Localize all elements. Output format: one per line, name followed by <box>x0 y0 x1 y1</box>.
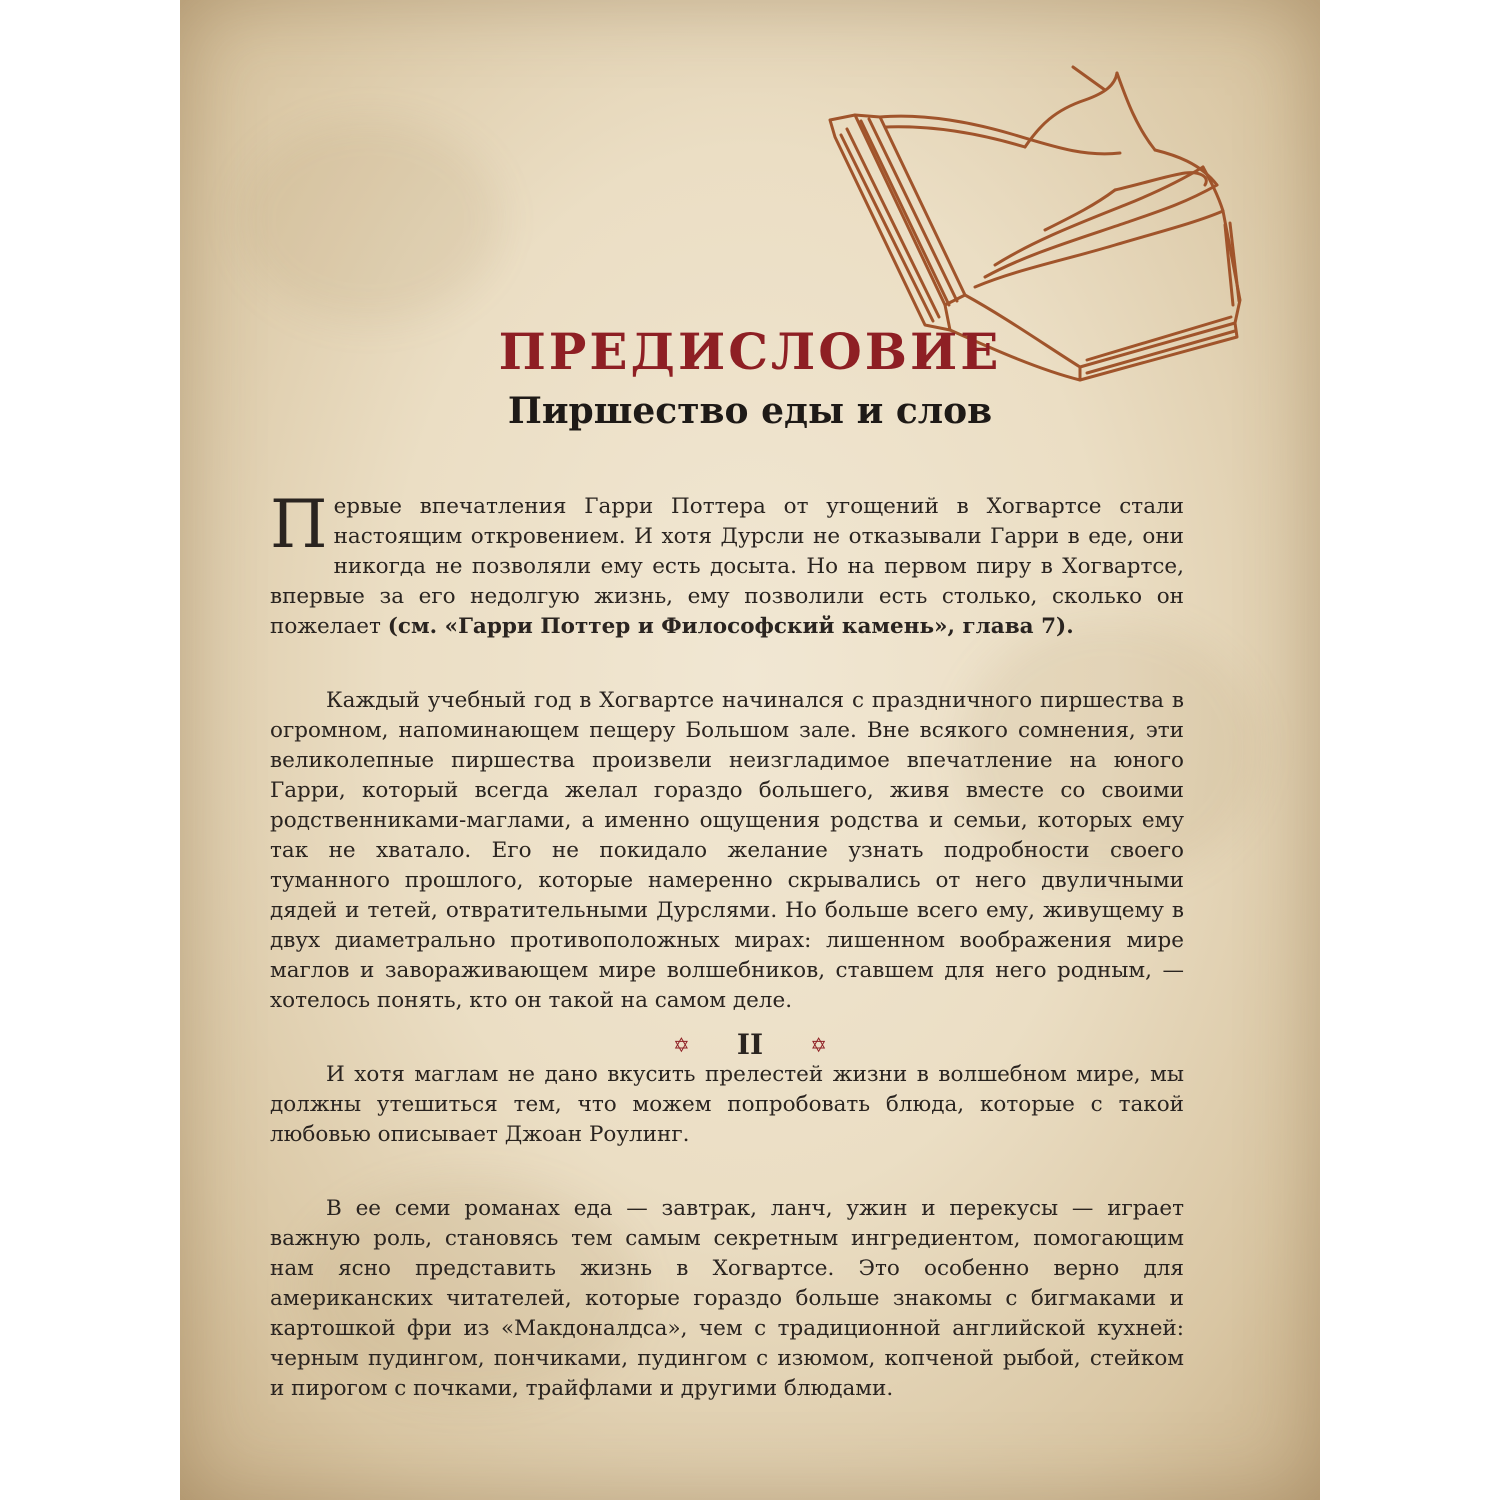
paragraph-2: Каждый учебный год в Хогвартсе начинался с праздничного пиршества в огромном, напоминающем пещеру Большом зале. Вне всякого сомнения, эти великолепные пиршества произвели неизгладимое впечатление на юного Гарри, который всегда желал гораздо большего, живя вместе со своими родственниками-маглами, а именно ощущения родства и семьи, которых ему так не хватало. Его не покидало желание узнать подробности своего туманного прошлого, которые намеренно скрывались от него двуличными дядей и тетей, отвратительными Дурслями. Но больше всего ему, живущему в двух диаметрально противоположных мирах: лишенном воображения мире маглов и завораживающем мире волшебников, ставшем для него родным, — хотелось понять, кто он такой на самом деле. <box>270 688 1184 1013</box>
chapter-title: ПРЕДИСЛОВИЕ <box>498 322 1002 381</box>
paragraph-4: В ее семи романах еда — завтрак, ланч, ужин и перекусы — играет важную роль, становясь тем самым секретным ингредиентом, помогающим нам ясно представить жизнь в Хогвартсе. Это особенно верно для американских читателей, которые гораздо больше знакомы с бигмаками и картошкой фри из «Макдоналдса», чем с традиционной английской кухней: черным пудингом, пончиками, пудингом с изюмом, копченой рыбой, стейком и пирогом с почками, трайфлами и другими блюдами. <box>270 1196 1184 1401</box>
page-footer <box>180 1028 1320 1061</box>
star-ornament-icon: ✡ <box>673 1032 690 1057</box>
star-ornament-icon: ✡ <box>810 1032 827 1057</box>
paragraph-1 <box>270 486 1184 642</box>
drop-cap: П <box>270 486 328 563</box>
parchment-stain <box>240 120 500 320</box>
paragraph-1-text: ервые впечатления Гарри Поттера от угощений в Хогвартсе стали настоящим откровением. И хотя Дурсли не отказывали Гарри в еде, они никогда не позволяли ему есть досыта. Но на первом пиру в Хогвартсе, впервые за его недолгую жизнь, ему позволили есть столько, сколько он пожелает <box>270 494 1184 639</box>
book-reference: (см. «Гарри Поттер и Философский камень», глава 7). <box>387 614 1074 639</box>
book-page <box>180 0 1320 1500</box>
page-number: II <box>736 1028 764 1061</box>
paragraph-3: И хотя маглам не дано вкусить прелестей жизни в волшебном мире, мы должны утешиться тем, что можем попробовать блюда, которые с такой любовью описывает Джоан Роулинг. <box>270 1062 1184 1147</box>
body-text <box>270 486 1184 1448</box>
chapter-subtitle: Пиршество еды и слов <box>507 390 993 432</box>
